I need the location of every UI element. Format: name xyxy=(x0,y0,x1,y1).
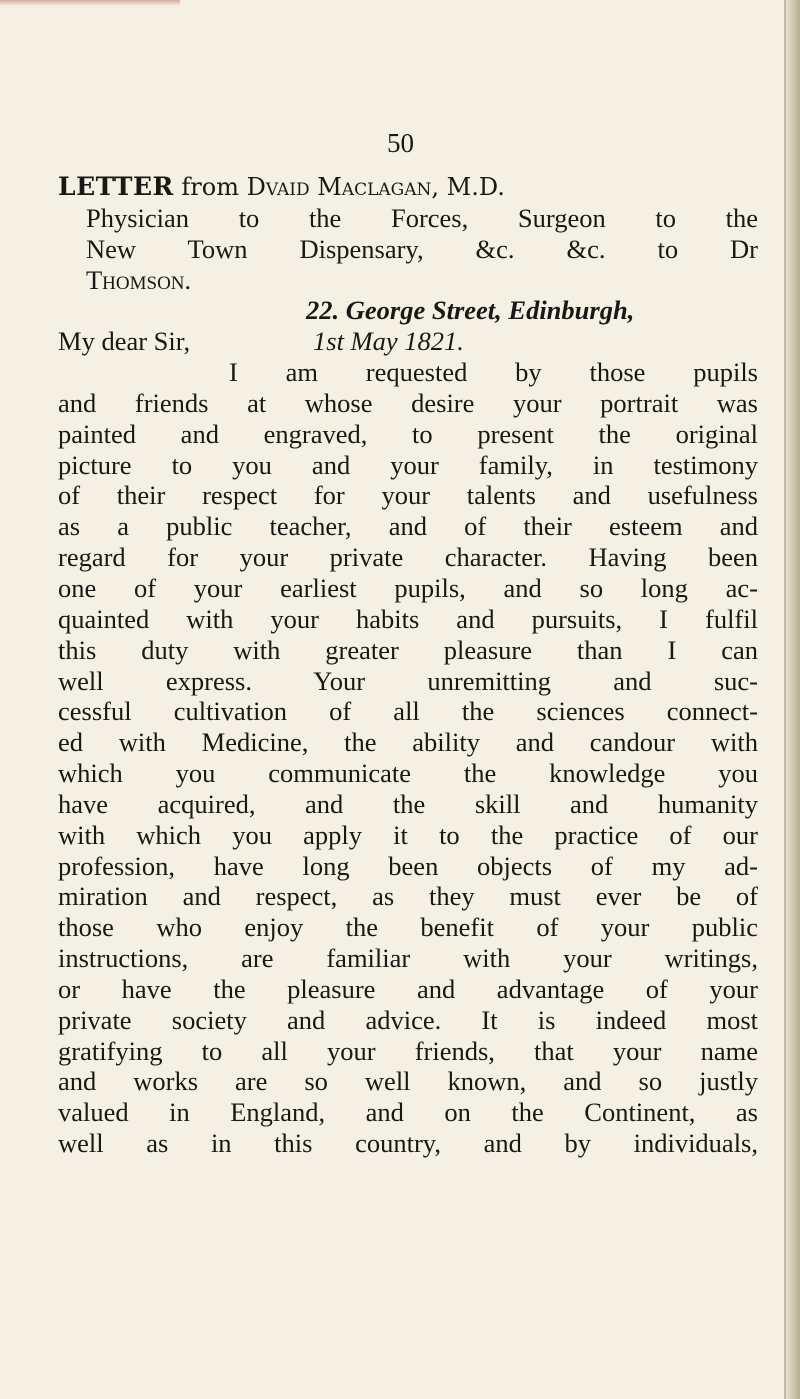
body-line: miration and respect, as they must ever be of xyxy=(58,881,758,912)
heading-from-word: from xyxy=(173,173,247,201)
body-line: and works are so well known, and so justly xyxy=(58,1066,758,1097)
heading-letter-word: LETTER xyxy=(58,172,174,201)
page-edge xyxy=(786,0,800,1399)
letter-date: 1st May 1821. xyxy=(313,326,464,357)
body-line: which you communicate the knowledge you xyxy=(58,758,758,789)
heading-line-4: Thomson. xyxy=(86,264,192,295)
body-line: gratifying to all your friends, that your name xyxy=(58,1035,758,1066)
salutation: My dear Sir, xyxy=(58,326,191,357)
body-line: and friends at whose desire your portrait was xyxy=(58,387,758,418)
body-line: one of your earliest pupils, and so long ac- xyxy=(58,572,758,603)
heading-line-2: Physician to the Forces, Surgeon to the xyxy=(86,202,758,233)
body-line: this duty with greater pleasure than I can xyxy=(58,634,758,665)
body-line: those who enjoy the benefit of your public xyxy=(58,912,758,943)
heading-line-1 xyxy=(58,172,758,203)
body-line: well as in this country, and by individuals, xyxy=(58,1128,758,1159)
heading-author-name: Dvaid Maclagan xyxy=(246,173,432,201)
body-line: quainted with your habits and pursuits, I fulfil xyxy=(58,603,758,634)
letter-text xyxy=(58,172,758,1159)
salutation-line xyxy=(58,326,758,357)
body-line: profession, have long been objects of my ad- xyxy=(58,850,758,881)
body-line: private society and advice. It is indeed most xyxy=(58,1004,758,1035)
body-line: painted and engraved, to present the original xyxy=(58,418,758,449)
body-line: ed with Medicine, the ability and candour with xyxy=(58,727,758,758)
heading-line-3: New Town Dispensary, &c. &c. to Dr xyxy=(86,233,758,264)
body-line: picture to you and your family, in testimony xyxy=(58,449,758,480)
body-line: well express. Your unremitting and suc- xyxy=(58,665,758,696)
body-line: of their respect for your talents and usefulness xyxy=(58,480,758,511)
body-line: cessful cultivation of all the sciences connect- xyxy=(58,696,758,727)
body-line: with which you apply it to the practice of our xyxy=(58,819,758,850)
body-line: have acquired, and the skill and humanity xyxy=(58,788,758,819)
body-line: or have the pleasure and advantage of your xyxy=(58,973,758,1004)
letter-address: 22. George Street, Edinburgh, xyxy=(306,295,635,326)
page-top-shadow xyxy=(0,0,180,6)
body-line: regard for your private character. Having been xyxy=(58,542,758,573)
heading-author-degree: , M.D. xyxy=(431,173,505,201)
body-line: instructions, are familiar with your writings, xyxy=(58,943,758,974)
page-number: 50 xyxy=(387,128,414,158)
body-line: as a public teacher, and of their esteem and xyxy=(58,511,758,542)
body-line: valued in England, and on the Continent, as xyxy=(58,1097,758,1128)
body-line: I am requested by those pupils xyxy=(229,357,758,388)
